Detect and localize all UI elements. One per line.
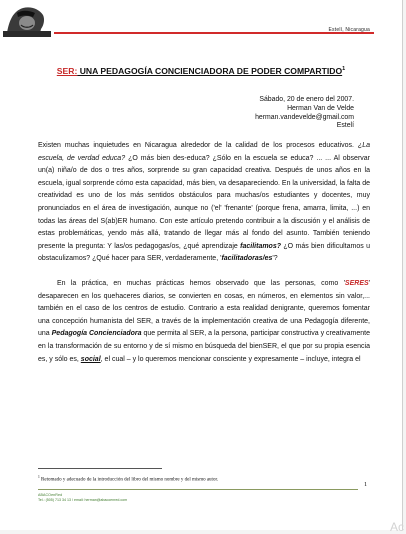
title-text: UNA PEDAGOGÍA CONCIENCIADORA DE PODER COMPARTIDO — [77, 66, 343, 76]
paragraph-1: Existen muchas inquietudes en Nicaragua alrededor de la calidad de los procesos educativos. ¿La escuela, de verdad educa? ¿O más bien des-educa? ¿Sólo en la escuela se educa? ... ... Al observar un(a) niña/o de dos o tres años, sorprende su gran capacidad creativa. Después de unos años en la escuela, igual sorprende cómo esta capacidad, más bien, va desapareciendo. En la universidad, la falta de creatividad es uno de los más sentidos obstáculos para muchas/os estudiantes y docentes, muy pronunciados en el área de investigación, aunque no ('el' 'frenante' (porque frena, amarra, limita, ...) en todas las áreas del S(ab)ER humano. Con este artículo pretendo contribuir a la discusión y el análisis de estas problemáticas, yendo más allá, tratando de llegar más al fondo del asunto. También teniendo presente la pregunta: Y las/os pedagogas/os, ¿qué aprendizaje facilitamos? ¿O más bien dificultamos u obstaculizamos? ¿Qué hacer para SER, verdaderamente, 'facilitadoras/es'? — [38, 142, 371, 263]
portrait-logo — [3, 1, 51, 37]
place: Estelí — [336, 122, 354, 130]
footnote-text: Retomado y adecuado de la introducción del libro del mismo nombre y del mismo autor. — [39, 477, 219, 483]
running-title: Estelí, Nicaragua — [328, 27, 370, 33]
page-number: 1 — [364, 481, 368, 488]
footnote-rule — [38, 468, 162, 469]
footer-org: ABACOenRed — [38, 493, 63, 497]
header-rule — [54, 32, 374, 34]
date: Sábado, 20 de enero del 2007. — [259, 96, 354, 103]
footer-rule — [38, 489, 358, 490]
footnote-mark: 1 — [38, 475, 40, 479]
footer-contact: Tel.: (505) 713 34 13 / email: herman@abacoenred.com — [38, 498, 128, 502]
title-lead: SER: — [56, 66, 78, 76]
body-text — [38, 140, 370, 366]
author-email: herman.vandevelde@gmail.com — [255, 113, 354, 121]
author-name: Herman Van de Velde — [287, 104, 354, 112]
paragraph-2: En la práctica, en muchas prácticas hemos observado que las personas, como 'SERES' desaparecen en los quehaceres diarios, se convierten en cosas, en números, en elementos sin valor,... también en el caso de los centros de estudio. Contrario a esta realidad denigrante, queremos fomentar una concepción humanista del SER, a través de la implementación creativa de una Pedagogía diferente, una Pedagogía Concienciadora que permita al SER, a la persona, participar constructiva y creativamente en la transformación de su entorno y de sí mismo en búsqueda del bienSER, el que por su propia esencia es, y sólo es, social, el cual – y lo queremos mencionar consciente y expresamente – incluye, integra el — [38, 279, 371, 363]
footnote — [38, 474, 358, 484]
title-footnote-mark: 1 — [342, 66, 346, 73]
dateline — [255, 96, 354, 131]
watermark: Ac — [390, 520, 405, 534]
document-title — [0, 66, 402, 76]
